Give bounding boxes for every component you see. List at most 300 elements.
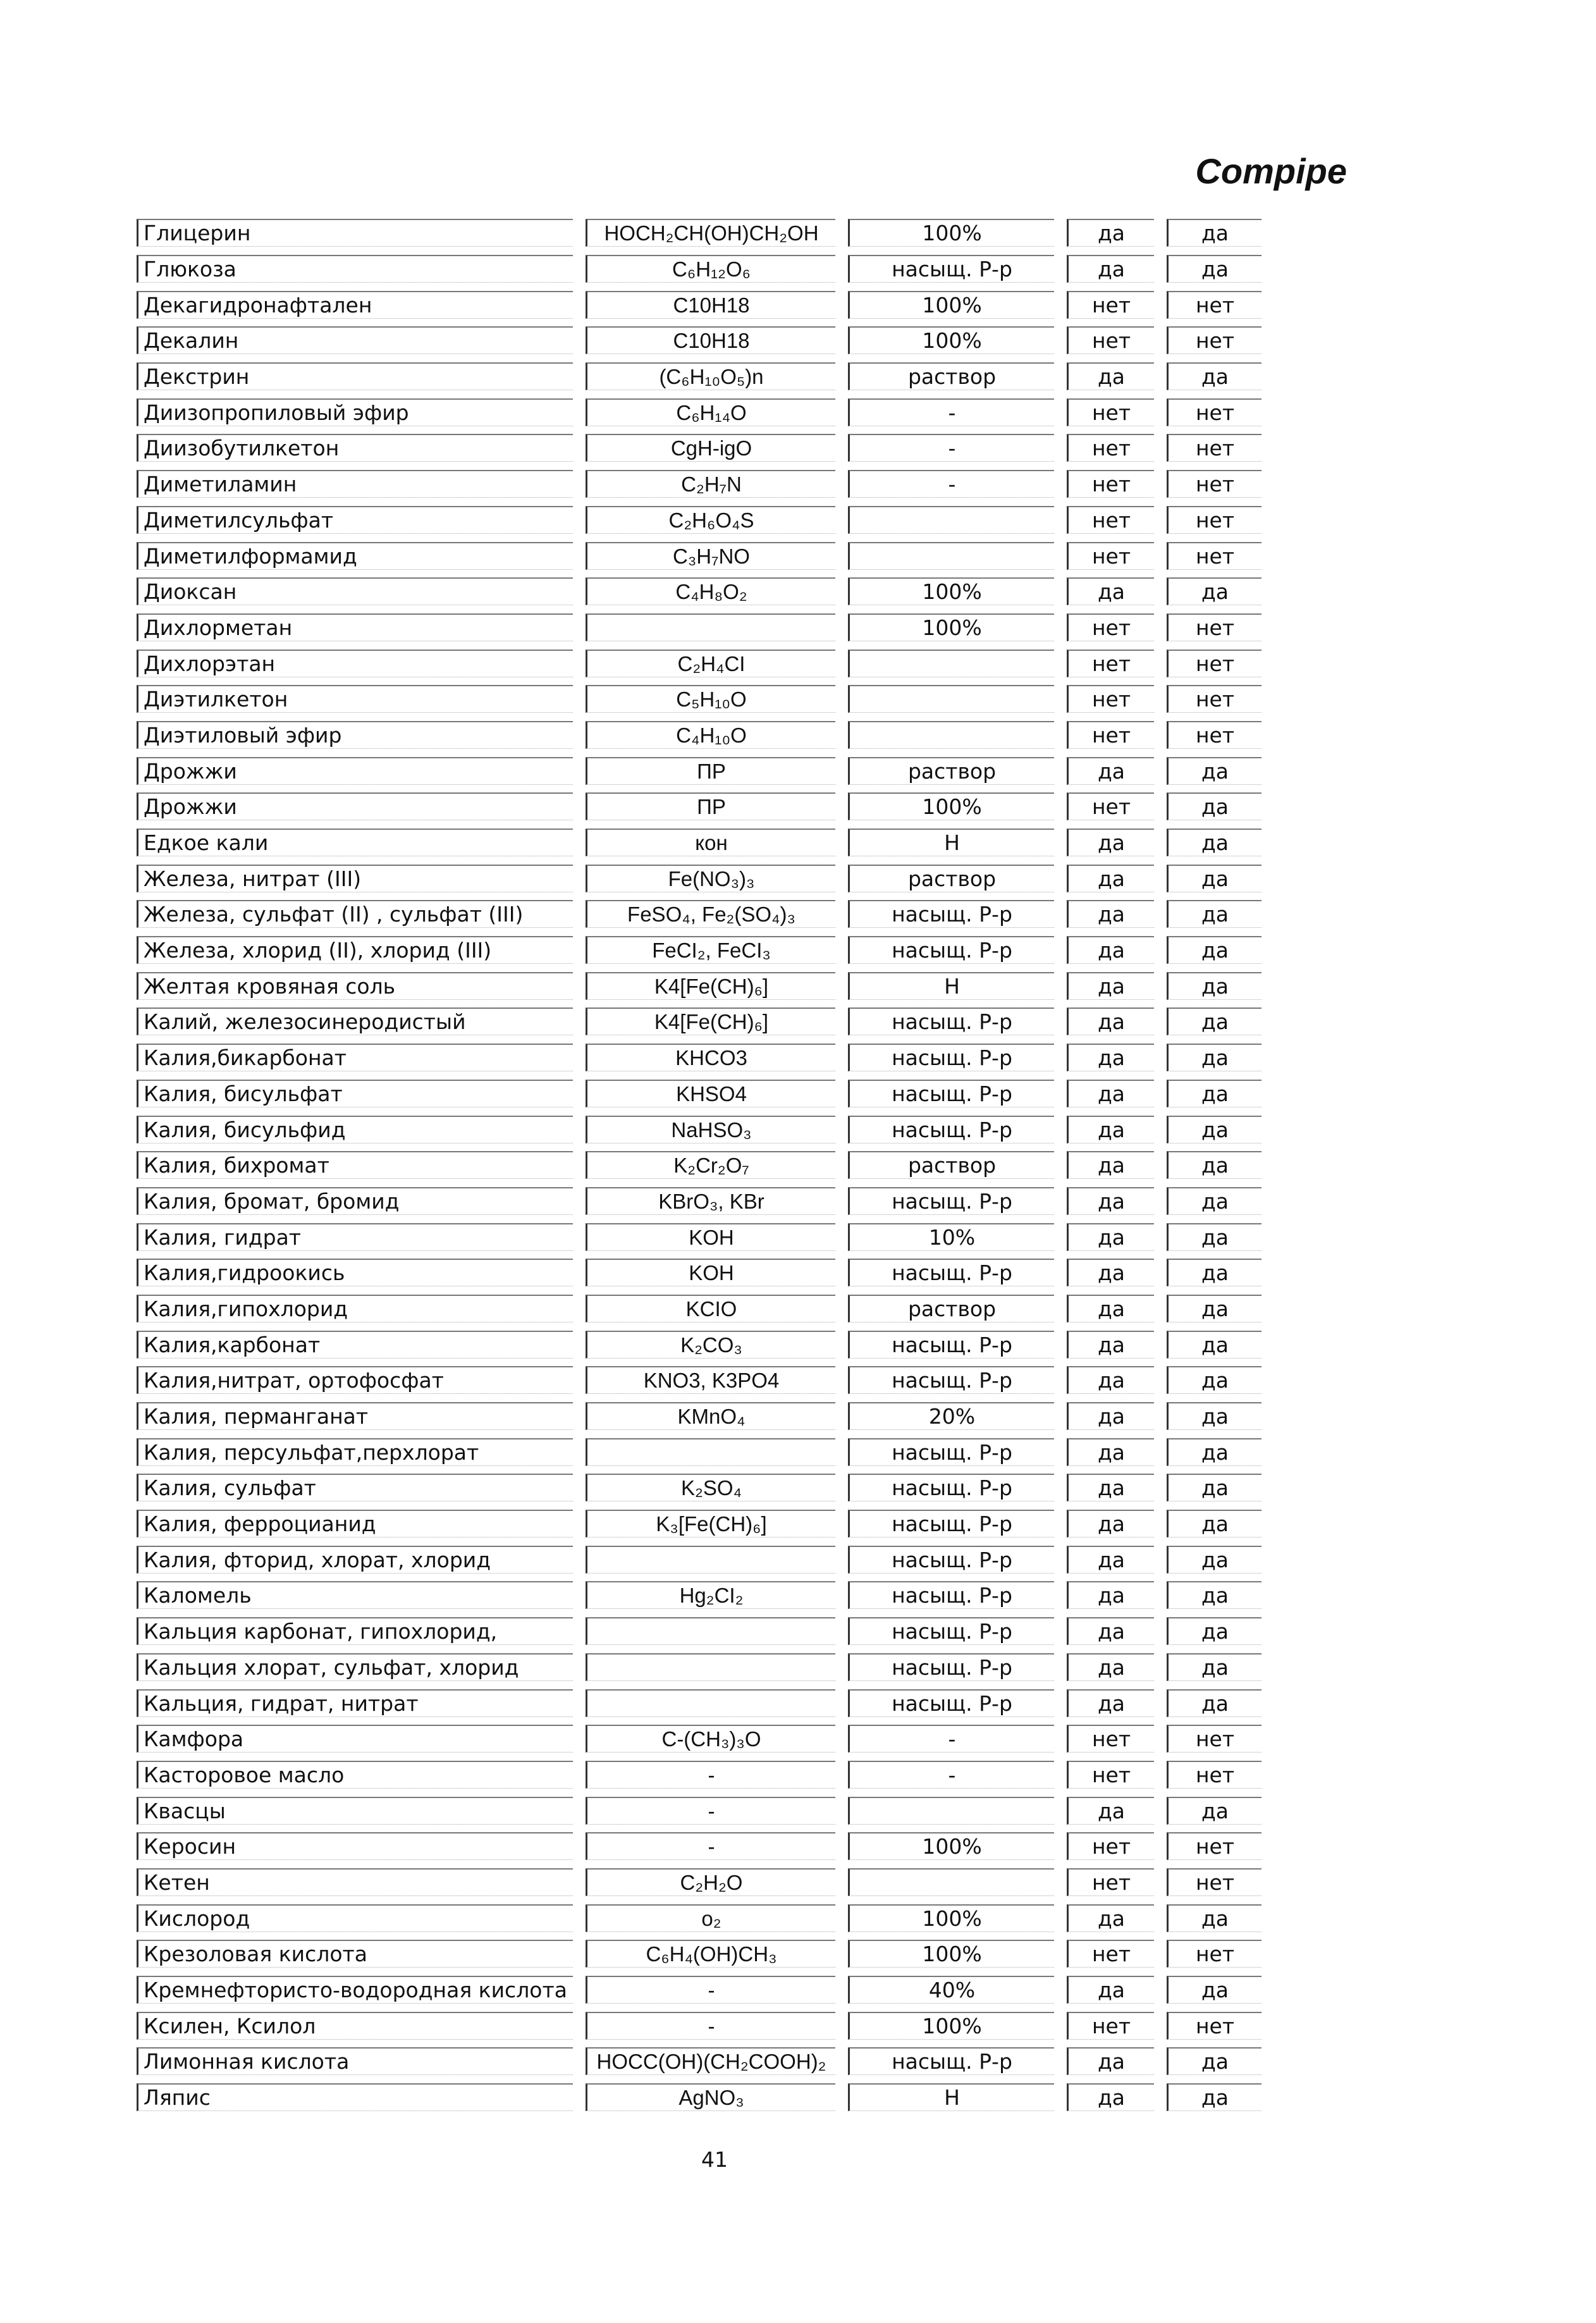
concentration-cell-text: насыщ. Р-р — [848, 255, 1054, 283]
formula-cell — [582, 1398, 844, 1434]
substance-name-cell — [135, 1434, 582, 1470]
resistance-a-cell-text: да — [1067, 1438, 1154, 1466]
concentration-cell — [844, 1757, 1063, 1793]
substance-name-cell — [135, 1362, 582, 1398]
substance-name-cell — [135, 1291, 582, 1327]
formula-cell — [582, 610, 844, 646]
substance-name-cell-text: Диэтилкетон — [137, 685, 573, 713]
formula-cell-text: C-(CH₃)₃O — [586, 1725, 835, 1753]
formula-cell-text: KHCO3 — [586, 1044, 835, 1071]
concentration-cell — [844, 1470, 1063, 1506]
resistance-a-cell — [1063, 287, 1163, 323]
substance-name-cell-text: Калия, бисульфид — [137, 1116, 573, 1143]
substance-name-cell-text: Кальция хлорат, сульфат, хлорид — [137, 1653, 573, 1681]
concentration-cell-text: 100% — [848, 219, 1054, 247]
substance-name-cell-text: Железа, нитрат (III) — [137, 865, 573, 892]
resistance-a-cell — [1063, 2080, 1163, 2116]
resistance-b-cell — [1163, 896, 1270, 932]
table-row — [135, 860, 1270, 896]
resistance-a-cell — [1063, 1326, 1163, 1362]
resistance-b-cell-text: нет — [1167, 650, 1261, 677]
resistance-b-cell — [1163, 825, 1270, 861]
formula-cell-text: C₅H₁₀O — [586, 685, 835, 713]
concentration-cell — [844, 1111, 1063, 1147]
resistance-b-cell-text: нет — [1167, 326, 1261, 354]
resistance-b-cell-text: нет — [1167, 1832, 1261, 1860]
substance-name-cell-text: Каломель — [137, 1581, 573, 1609]
formula-cell-text: KHSO4 — [586, 1080, 835, 1107]
concentration-cell — [844, 2043, 1063, 2080]
concentration-cell-text: насыщ. Р-р — [848, 1116, 1054, 1143]
concentration-cell — [844, 610, 1063, 646]
formula-cell — [582, 1004, 844, 1040]
concentration-cell-text: насыщ. Р-р — [848, 1581, 1054, 1609]
formula-cell-text: - — [586, 1761, 835, 1789]
resistance-b-cell-text: да — [1167, 1546, 1261, 1574]
resistance-a-cell-text: да — [1067, 577, 1154, 605]
substance-name-cell — [135, 251, 582, 287]
resistance-a-cell-text: да — [1067, 865, 1154, 892]
resistance-a-cell — [1063, 932, 1163, 968]
concentration-cell — [844, 1721, 1063, 1757]
formula-cell-text: K₂SO₄ — [586, 1474, 835, 1501]
formula-cell-text: FeSO₄, Fe₂(SO₄)₃ — [586, 900, 835, 928]
formula-cell-text: - — [586, 1976, 835, 2004]
resistance-b-cell — [1163, 1900, 1270, 1936]
resistance-b-cell — [1163, 1434, 1270, 1470]
resistance-a-cell — [1063, 1792, 1163, 1828]
table-row — [135, 1219, 1270, 1255]
concentration-cell — [844, 932, 1063, 968]
resistance-a-cell-text: нет — [1067, 792, 1154, 820]
substance-name-cell-text: Камфора — [137, 1725, 573, 1753]
resistance-b-cell-text: нет — [1167, 2012, 1261, 2040]
substance-name-cell-text: Калия, бихромат — [137, 1151, 573, 1179]
concentration-cell-text: насыщ. Р-р — [848, 1007, 1054, 1035]
substance-name-cell-text: Калия, бисульфат — [137, 1080, 573, 1107]
formula-cell — [582, 1326, 844, 1362]
substance-name-cell-text: Калий, железосинеродистый — [137, 1007, 573, 1035]
formula-cell — [582, 896, 844, 932]
formula-cell-text: C₆H₁₄O — [586, 398, 835, 426]
formula-cell — [582, 2043, 844, 2080]
formula-cell — [582, 2080, 844, 2116]
table-row — [135, 1792, 1270, 1828]
table-row — [135, 1255, 1270, 1291]
substance-name-cell-text: Дрожжи — [137, 757, 573, 785]
substance-name-cell-text: Калия, ферроцианид — [137, 1510, 573, 1537]
resistance-a-cell-text: да — [1067, 255, 1154, 283]
substance-name-cell-text: Диизобутилкетон — [137, 434, 573, 462]
concentration-cell-text: 100% — [848, 1832, 1054, 1860]
resistance-a-cell-text: да — [1067, 1366, 1154, 1394]
substance-name-cell-text: Кислород — [137, 1904, 573, 1932]
resistance-b-cell — [1163, 1828, 1270, 1864]
concentration-cell-text: насыщ. Р-р — [848, 1653, 1054, 1681]
concentration-cell-text: 100% — [848, 1904, 1054, 1932]
concentration-cell — [844, 825, 1063, 861]
table-row — [135, 2043, 1270, 2080]
resistance-b-cell — [1163, 968, 1270, 1004]
resistance-b-cell-text: да — [1167, 829, 1261, 856]
substance-name-cell — [135, 1326, 582, 1362]
resistance-a-cell-text: да — [1067, 362, 1154, 390]
table-row — [135, 1434, 1270, 1470]
resistance-b-cell-text: да — [1167, 577, 1261, 605]
formula-cell-text: HOCC(OH)(CH₂COOH)₂ — [586, 2047, 835, 2075]
concentration-cell-text: насыщ. Р-р — [848, 1080, 1054, 1107]
resistance-b-cell — [1163, 610, 1270, 646]
resistance-b-cell-text: да — [1167, 1474, 1261, 1501]
concentration-cell — [844, 394, 1063, 430]
concentration-cell — [844, 1398, 1063, 1434]
concentration-cell — [844, 1613, 1063, 1649]
resistance-a-cell-text: да — [1067, 757, 1154, 785]
concentration-cell-text — [848, 1797, 1054, 1825]
table-row — [135, 1721, 1270, 1757]
table-row — [135, 610, 1270, 646]
substance-name-cell — [135, 1255, 582, 1291]
substance-name-cell-text: Диметилформамид — [137, 542, 573, 570]
table-row — [135, 932, 1270, 968]
substance-name-cell-text: Кальция, гидрат, нитрат — [137, 1689, 573, 1717]
concentration-cell — [844, 287, 1063, 323]
formula-cell — [582, 502, 844, 538]
resistance-b-cell — [1163, 1613, 1270, 1649]
formula-cell-text: ПР — [586, 792, 835, 820]
substance-name-cell — [135, 394, 582, 430]
resistance-a-cell — [1063, 753, 1163, 789]
resistance-a-cell-text: нет — [1067, 398, 1154, 426]
formula-cell-text: KNO3, K3PO4 — [586, 1366, 835, 1394]
substance-name-cell-text: Диметилсульфат — [137, 506, 573, 534]
substance-name-cell — [135, 645, 582, 681]
substance-name-cell — [135, 1649, 582, 1685]
resistance-a-cell-text: нет — [1067, 291, 1154, 319]
resistance-a-cell-text: нет — [1067, 650, 1154, 677]
concentration-cell-text: насыщ. Р-р — [848, 1438, 1054, 1466]
resistance-b-cell-text: да — [1167, 1007, 1261, 1035]
resistance-b-cell-text: да — [1167, 1259, 1261, 1286]
concentration-cell-text: 100% — [848, 2012, 1054, 2040]
resistance-b-cell-text: нет — [1167, 1940, 1261, 1968]
resistance-b-cell — [1163, 430, 1270, 466]
resistance-b-cell — [1163, 1040, 1270, 1076]
chemical-resistance-table — [135, 215, 1270, 2115]
concentration-cell — [844, 1864, 1063, 1901]
substance-name-cell-text: Керосин — [137, 1832, 573, 1860]
substance-name-cell-text: Лимонная кислота — [137, 2047, 573, 2075]
resistance-b-cell-text: да — [1167, 1904, 1261, 1932]
resistance-b-cell — [1163, 645, 1270, 681]
resistance-b-cell-text: да — [1167, 1366, 1261, 1394]
resistance-b-cell — [1163, 2080, 1270, 2116]
resistance-b-cell — [1163, 1291, 1270, 1327]
resistance-b-cell-text: нет — [1167, 434, 1261, 462]
substance-name-cell — [135, 1721, 582, 1757]
resistance-a-cell — [1063, 2007, 1163, 2043]
resistance-a-cell-text: да — [1067, 2083, 1154, 2111]
substance-name-cell-text: Глицерин — [137, 219, 573, 247]
concentration-cell — [844, 1506, 1063, 1542]
formula-cell-text: C₃H₇NO — [586, 542, 835, 570]
concentration-cell — [844, 1147, 1063, 1183]
resistance-b-cell — [1163, 1147, 1270, 1183]
resistance-b-cell — [1163, 1076, 1270, 1112]
resistance-b-cell-text: да — [1167, 1044, 1261, 1071]
resistance-a-cell-text: да — [1067, 1797, 1154, 1825]
resistance-a-cell — [1063, 1183, 1163, 1219]
formula-cell — [582, 287, 844, 323]
table-row — [135, 1900, 1270, 1936]
concentration-cell-text: раствор — [848, 1295, 1054, 1322]
resistance-a-cell — [1063, 896, 1163, 932]
resistance-b-cell-text: нет — [1167, 1725, 1261, 1753]
resistance-b-cell — [1163, 1757, 1270, 1793]
table-row — [135, 1183, 1270, 1219]
concentration-cell — [844, 645, 1063, 681]
substance-name-cell-text: Дрожжи — [137, 792, 573, 820]
resistance-a-cell-text: да — [1067, 900, 1154, 928]
substance-name-cell — [135, 2043, 582, 2080]
resistance-b-cell — [1163, 1649, 1270, 1685]
resistance-b-cell-text: да — [1167, 1151, 1261, 1179]
formula-cell-text: Hg₂CI₂ — [586, 1581, 835, 1609]
resistance-b-cell-text: нет — [1167, 542, 1261, 570]
table-row — [135, 968, 1270, 1004]
resistance-b-cell-text: нет — [1167, 470, 1261, 498]
concentration-cell-text — [848, 1868, 1054, 1896]
resistance-a-cell-text: да — [1067, 1151, 1154, 1179]
table-row — [135, 1972, 1270, 2008]
formula-cell-text — [586, 1689, 835, 1717]
substance-name-cell — [135, 1219, 582, 1255]
concentration-cell — [844, 1936, 1063, 1972]
substance-name-cell-text: Касторовое масло — [137, 1761, 573, 1789]
substance-name-cell-text: Ляпис — [137, 2083, 573, 2111]
substance-name-cell — [135, 1111, 582, 1147]
formula-cell-text: Fe(NO₃)₃ — [586, 865, 835, 892]
table-row — [135, 825, 1270, 861]
substance-name-cell-text: Железа, сульфат (II) , сульфат (III) — [137, 900, 573, 928]
resistance-b-cell — [1163, 1577, 1270, 1613]
resistance-a-cell-text: да — [1067, 1044, 1154, 1071]
substance-name-cell — [135, 323, 582, 359]
substance-name-cell — [135, 1577, 582, 1613]
substance-name-cell — [135, 1613, 582, 1649]
substance-name-cell — [135, 1900, 582, 1936]
substance-name-cell — [135, 932, 582, 968]
formula-cell-text: K4[Fe(CH)₆] — [586, 1007, 835, 1035]
resistance-b-cell — [1163, 574, 1270, 610]
formula-cell-text: - — [586, 1797, 835, 1825]
resistance-a-cell — [1063, 825, 1163, 861]
formula-cell-text: C₂H₂O — [586, 1868, 835, 1896]
table-row — [135, 1111, 1270, 1147]
resistance-b-cell — [1163, 1972, 1270, 2008]
table-row — [135, 430, 1270, 466]
table-row — [135, 466, 1270, 502]
substance-name-cell — [135, 466, 582, 502]
resistance-b-cell — [1163, 1398, 1270, 1434]
table-row — [135, 1004, 1270, 1040]
formula-cell — [582, 825, 844, 861]
resistance-a-cell — [1063, 1685, 1163, 1721]
formula-cell — [582, 1864, 844, 1901]
resistance-a-cell-text: да — [1067, 1331, 1154, 1359]
resistance-a-cell — [1063, 1040, 1163, 1076]
resistance-b-cell — [1163, 1506, 1270, 1542]
concentration-cell-text: насыщ. Р-р — [848, 1510, 1054, 1537]
resistance-b-cell-text: нет — [1167, 685, 1261, 713]
formula-cell — [582, 430, 844, 466]
table-row — [135, 359, 1270, 395]
concentration-cell — [844, 1434, 1063, 1470]
concentration-cell-text: - — [848, 398, 1054, 426]
resistance-a-cell — [1063, 2043, 1163, 2080]
formula-cell-text: o₂ — [586, 1904, 835, 1932]
table-row — [135, 1506, 1270, 1542]
table-row — [135, 753, 1270, 789]
substance-name-cell-text: Калия, гидрат — [137, 1223, 573, 1251]
concentration-cell-text: 100% — [848, 1940, 1054, 1968]
resistance-a-cell-text: да — [1067, 219, 1154, 247]
formula-cell-text — [586, 1438, 835, 1466]
concentration-cell — [844, 538, 1063, 574]
concentration-cell — [844, 323, 1063, 359]
table-row — [135, 1828, 1270, 1864]
substance-name-cell-text: Ксилен, Ксилол — [137, 2012, 573, 2040]
concentration-cell — [844, 466, 1063, 502]
formula-cell — [582, 1040, 844, 1076]
resistance-a-cell-text: нет — [1067, 613, 1154, 641]
concentration-cell-text: насыщ. Р-р — [848, 1617, 1054, 1645]
resistance-a-cell — [1063, 1864, 1163, 1901]
formula-cell-text: K₂Cr₂O₇ — [586, 1151, 835, 1179]
resistance-a-cell-text: да — [1067, 1510, 1154, 1537]
table-row — [135, 2080, 1270, 2116]
resistance-b-cell-text: да — [1167, 900, 1261, 928]
resistance-b-cell-text: да — [1167, 1653, 1261, 1681]
resistance-a-cell-text: нет — [1067, 1725, 1154, 1753]
formula-cell-text: KBrO₃, KBr — [586, 1187, 835, 1215]
resistance-b-cell — [1163, 860, 1270, 896]
resistance-b-cell-text: нет — [1167, 291, 1261, 319]
substance-name-cell — [135, 681, 582, 717]
formula-cell — [582, 1111, 844, 1147]
substance-name-cell — [135, 610, 582, 646]
resistance-b-cell-text: да — [1167, 936, 1261, 964]
substance-name-cell — [135, 860, 582, 896]
formula-cell — [582, 1613, 844, 1649]
substance-name-cell — [135, 1398, 582, 1434]
resistance-b-cell-text: нет — [1167, 1761, 1261, 1789]
formula-cell — [582, 2007, 844, 2043]
formula-cell-text: C₂H₇N — [586, 470, 835, 498]
concentration-cell — [844, 215, 1063, 251]
concentration-cell-text: насыщ. Р-р — [848, 1331, 1054, 1359]
substance-name-cell — [135, 1685, 582, 1721]
formula-cell — [582, 1291, 844, 1327]
resistance-b-cell — [1163, 681, 1270, 717]
concentration-cell — [844, 1649, 1063, 1685]
substance-name-cell — [135, 287, 582, 323]
concentration-cell — [844, 681, 1063, 717]
formula-cell — [582, 717, 844, 753]
concentration-cell — [844, 1076, 1063, 1112]
substance-name-cell-text: Декстрин — [137, 362, 573, 390]
substance-name-cell — [135, 1076, 582, 1112]
resistance-a-cell — [1063, 1219, 1163, 1255]
resistance-a-cell — [1063, 323, 1163, 359]
table-row — [135, 1541, 1270, 1577]
concentration-cell — [844, 251, 1063, 287]
resistance-a-cell-text: нет — [1067, 2012, 1154, 2040]
concentration-cell-text: Н — [848, 2083, 1054, 2111]
concentration-cell-text — [848, 506, 1054, 534]
concentration-cell — [844, 359, 1063, 395]
substance-name-cell-text: Дихлорэтан — [137, 650, 573, 677]
substance-name-cell — [135, 1757, 582, 1793]
table-row — [135, 323, 1270, 359]
formula-cell — [582, 1541, 844, 1577]
formula-cell — [582, 1972, 844, 2008]
resistance-b-cell-text: да — [1167, 1116, 1261, 1143]
resistance-a-cell — [1063, 645, 1163, 681]
formula-cell — [582, 1183, 844, 1219]
concentration-cell-text: насыщ. Р-р — [848, 1187, 1054, 1215]
concentration-cell — [844, 430, 1063, 466]
substance-name-cell — [135, 430, 582, 466]
resistance-a-cell — [1063, 610, 1163, 646]
substance-name-cell-text: Крезоловая кислота — [137, 1940, 573, 1968]
table-row — [135, 896, 1270, 932]
formula-cell — [582, 215, 844, 251]
substance-name-cell — [135, 1792, 582, 1828]
resistance-a-cell — [1063, 1362, 1163, 1398]
concentration-cell-text — [848, 650, 1054, 677]
brand-logo-text: Compipe — [1195, 151, 1347, 191]
resistance-a-cell — [1063, 1291, 1163, 1327]
resistance-a-cell — [1063, 251, 1163, 287]
substance-name-cell — [135, 753, 582, 789]
formula-cell-text: K₂CO₃ — [586, 1331, 835, 1359]
concentration-cell-text: - — [848, 1725, 1054, 1753]
formula-cell — [582, 1577, 844, 1613]
resistance-b-cell — [1163, 2007, 1270, 2043]
concentration-cell — [844, 1828, 1063, 1864]
formula-cell — [582, 323, 844, 359]
formula-cell-text: ПР — [586, 757, 835, 785]
formula-cell — [582, 1076, 844, 1112]
concentration-cell-text: 100% — [848, 326, 1054, 354]
formula-cell-text: NaHSO₃ — [586, 1116, 835, 1143]
table-row — [135, 1147, 1270, 1183]
resistance-b-cell-text: да — [1167, 2047, 1261, 2075]
table-row — [135, 681, 1270, 717]
formula-cell — [582, 645, 844, 681]
resistance-a-cell — [1063, 538, 1163, 574]
resistance-a-cell-text: нет — [1067, 1761, 1154, 1789]
concentration-cell — [844, 789, 1063, 825]
resistance-a-cell-text: да — [1067, 936, 1154, 964]
formula-cell-text: KOH — [586, 1259, 835, 1286]
concentration-cell-text: - — [848, 434, 1054, 462]
resistance-b-cell — [1163, 1219, 1270, 1255]
resistance-b-cell-text: да — [1167, 1976, 1261, 2004]
concentration-cell-text: 100% — [848, 613, 1054, 641]
formula-cell-text: FeCI₂, FeCI₃ — [586, 936, 835, 964]
